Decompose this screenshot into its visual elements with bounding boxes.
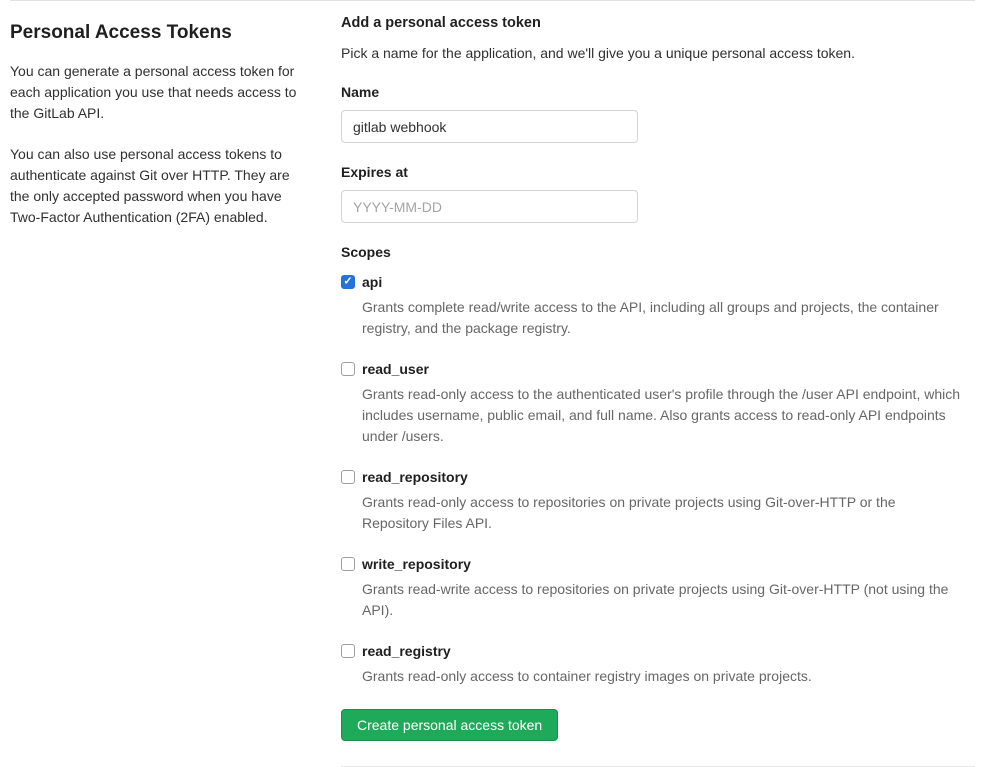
name-field-label: Name: [341, 84, 380, 100]
scope-read-repository-checkbox[interactable]: [341, 470, 355, 484]
token-name-input[interactable]: [341, 110, 638, 143]
scope-read-registry-toggle[interactable]: [341, 643, 975, 659]
scope-api-toggle[interactable]: [341, 274, 975, 290]
scope-write-repository-checkbox[interactable]: [341, 557, 355, 571]
section-description-paragraph: You can generate a personal access token for each application you use that needs access to the GitLab API.: [10, 62, 297, 121]
scope-read-registry-checkbox[interactable]: [341, 644, 355, 658]
scope-item-write-repository: [341, 556, 975, 621]
personal-access-tokens-section: [10, 0, 975, 767]
scope-name-label[interactable]: read_user: [362, 361, 429, 377]
expires-field-label: Expires at: [341, 164, 408, 180]
expires-at-input[interactable]: [341, 190, 638, 223]
scope-read-user-toggle[interactable]: [341, 361, 975, 377]
add-token-form: [341, 1, 975, 767]
section-description-paragraph: You can also use personal access tokens to authenticate against Git over HTTP. They are the only accepted password when you have Two-Factor Authentication (2FA) enabled.: [10, 145, 290, 225]
form-subtitle: Pick a name for the application, and we'll give you a unique personal access token.: [341, 45, 855, 61]
scope-description: Grants read-write access to repositories on private projects using Git-over-HTTP (not using the API).: [362, 581, 949, 618]
scope-name-label[interactable]: write_repository: [362, 556, 471, 572]
section-description-panel: [10, 1, 341, 767]
scope-write-repository-toggle[interactable]: [341, 556, 975, 572]
scope-api-checkbox[interactable]: [341, 275, 355, 289]
scope-read-user-checkbox[interactable]: [341, 362, 355, 376]
check-icon: ✓: [343, 275, 353, 287]
scope-description: Grants read-only access to container registry images on private projects.: [362, 668, 812, 684]
scope-name-label[interactable]: api: [362, 274, 383, 290]
form-title: Add a personal access token: [341, 15, 541, 31]
scope-name-label[interactable]: read_registry: [362, 643, 451, 659]
scope-description: Grants read-only access to repositories on private projects using Git-over-HTTP or the Repository Files API.: [362, 494, 896, 531]
scope-name-label[interactable]: read_repository: [362, 469, 468, 485]
expires-field-group: [341, 164, 975, 223]
scope-item-read-user: [341, 361, 975, 447]
create-token-button[interactable]: Create personal access token: [341, 709, 558, 741]
scope-item-api: [341, 274, 975, 339]
page-title: Personal Access Tokens: [10, 22, 232, 43]
scope-item-read-repository: [341, 469, 975, 534]
scopes-label: Scopes: [341, 244, 391, 260]
scope-item-read-registry: [341, 643, 975, 687]
scope-description: Grants complete read/write access to the API, including all groups and projects, the container registry, and the package registry.: [362, 299, 939, 336]
scope-description: Grants read-only access to the authenticated user's profile through the /user API endpoint, which includes username, public email, and full name. Also grants access to read-only API endpoints under /users.: [362, 386, 961, 444]
name-field-group: [341, 84, 975, 143]
scope-read-repository-toggle[interactable]: [341, 469, 975, 485]
scopes-group: [341, 244, 975, 687]
